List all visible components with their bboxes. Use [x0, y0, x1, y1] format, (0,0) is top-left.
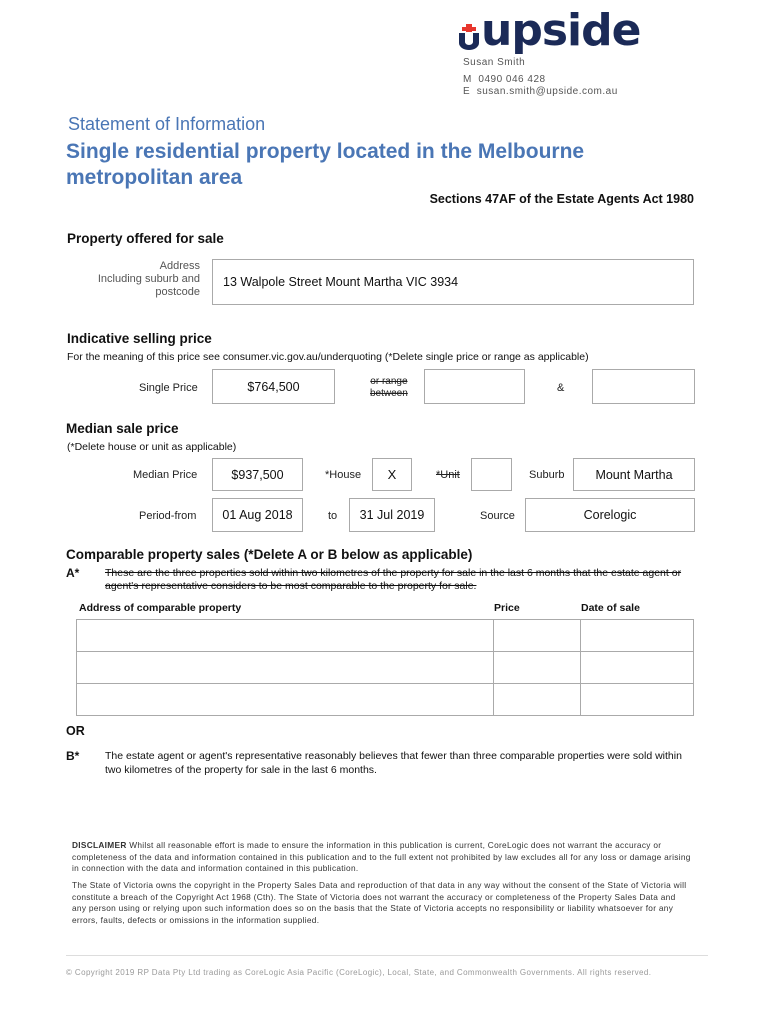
suburb-label: Suburb — [529, 469, 565, 481]
house-label: *House — [325, 469, 362, 481]
col-price-header: Price — [494, 602, 520, 614]
statement-heading: Statement of Information — [68, 114, 266, 134]
period-from-field[interactable] — [212, 498, 303, 532]
suburb-value: Mount Martha — [595, 467, 673, 482]
indicative-note: For the meaning of this price see consumer.vic.gov.au/underquoting (*Delete single price or range as applicable) — [67, 351, 589, 363]
or-range-line: between — [370, 388, 408, 399]
source-value: Corelogic — [583, 508, 637, 522]
option-b-text: The estate agent or agent's representative reasonably believes that fewer than three comparable properties were sold within two kilometres of the property for sale in the last 6 months. — [105, 750, 682, 776]
or-range-label — [370, 376, 408, 400]
row-address-cell[interactable] — [77, 684, 494, 716]
period-to-field[interactable] — [349, 498, 435, 532]
row-address-cell[interactable] — [77, 620, 494, 652]
disclaimer-paragraph-1 — [72, 840, 692, 875]
address-label — [98, 260, 200, 299]
median-price-value: $937,500 — [231, 467, 284, 482]
disclaimer-paragraph-2: The State of Victoria owns the copyright in the Property Sales Data and reproduction of that data in any way without the consent of the State of Victoria will constitute a breach of the Copyright Act 1968 (Cth). The State of Victoria does not warrant the accuracy or completeness of the Property Sales Data and any person using or relying upon such information does so on the basis that the State of Victoria accepts no responsibility or liability whatsoever for any errors, faults, defects or omissions in the information supplied. — [72, 880, 687, 925]
period-from-label: Period-from — [139, 510, 197, 522]
single-price-label: Single Price — [139, 382, 198, 394]
or-label: OR — [66, 724, 85, 738]
comparable-table — [76, 619, 694, 716]
median-price-field[interactable] — [212, 458, 303, 491]
unit-label: *Unit — [436, 469, 460, 481]
or-range-line: or range — [370, 376, 408, 387]
to-label: to — [328, 510, 338, 522]
suburb-field[interactable] — [573, 458, 695, 491]
table-row — [77, 684, 694, 716]
indicative-heading: Indicative selling price — [67, 331, 212, 346]
disclaimer-label: DISCLAIMER — [72, 840, 127, 850]
house-checkbox[interactable] — [372, 458, 412, 491]
address-label-line: Including suburb and — [97, 273, 200, 285]
median-heading: Median sale price — [66, 421, 179, 436]
range-low-field[interactable] — [424, 369, 525, 404]
address-value: 13 Walpole Street Mount Martha VIC 3934 — [223, 275, 459, 289]
logo-mark-icon — [459, 24, 479, 50]
upside-logo — [459, 5, 641, 58]
unit-checkbox[interactable] — [471, 458, 512, 491]
row-price-cell[interactable] — [494, 620, 581, 652]
agent-name: Susan Smith — [463, 57, 526, 68]
comparable-heading: Comparable property sales (*Delete A or B below as applicable) — [66, 547, 473, 562]
period-from-value: 01 Aug 2018 — [222, 508, 293, 522]
row-price-cell[interactable] — [494, 652, 581, 684]
median-price-label: Median Price — [133, 469, 198, 481]
row-price-cell[interactable] — [494, 684, 581, 716]
col-date-header: Date of sale — [581, 602, 640, 614]
median-note: (*Delete house or unit as applicable) — [67, 441, 237, 453]
range-high-field[interactable] — [592, 369, 695, 404]
period-to-value: 31 Jul 2019 — [359, 508, 425, 522]
table-row — [77, 620, 694, 652]
house-value: X — [387, 467, 397, 482]
footer-divider — [66, 955, 708, 956]
page-title: Single residential property located in the Melbourne metropolitan area — [66, 140, 585, 189]
option-a-text: These are the three properties sold within two kilometres of the property for sale in the last 6 months that the estate agent or agent's representative considers to be most comparable to the property for sale. — [105, 567, 682, 592]
property-heading: Property offered for sale — [67, 231, 224, 246]
row-address-cell[interactable] — [77, 652, 494, 684]
row-date-cell[interactable] — [581, 652, 694, 684]
disclaimer-text-1: Whilst all reasonable effort is made to ensure the information in this publication is current, CoreLogic does not warrant the accuracy or completeness of the data and information contained in this publication and to the full extent not prohibited by law excludes all for any loss or damage arising in connection with the data and information contained in this publication. — [72, 840, 691, 873]
agent-email[interactable]: susan.smith@upside.com.au — [476, 86, 618, 97]
email-label: E — [463, 86, 471, 97]
source-field[interactable] — [525, 498, 695, 532]
sections-reference: Sections 47AF of the Estate Agents Act 1980 — [429, 192, 694, 206]
row-date-cell[interactable] — [581, 684, 694, 716]
mobile-label: M — [463, 74, 472, 85]
address-label-line: postcode — [155, 286, 200, 298]
col-address-header: Address of comparable property — [79, 602, 242, 614]
single-price-field[interactable] — [212, 369, 335, 404]
option-a-label: A* — [66, 566, 80, 580]
option-b-label: B* — [66, 749, 80, 763]
copyright-notice: © Copyright 2019 RP Data Pty Ltd trading as CoreLogic Asia Pacific (CoreLogic), Local, State, and Commonwealth Governments. All rights reserved. — [66, 968, 652, 977]
single-price-value: $764,500 — [247, 379, 300, 394]
table-row — [77, 652, 694, 684]
source-label: Source — [480, 510, 515, 522]
row-date-cell[interactable] — [581, 620, 694, 652]
agent-mobile: 0490 046 428 — [478, 74, 546, 85]
logo-text: upside — [481, 5, 641, 56]
address-field[interactable] — [212, 259, 694, 305]
address-label-line: Address — [159, 260, 200, 272]
ampersand: & — [557, 382, 565, 394]
